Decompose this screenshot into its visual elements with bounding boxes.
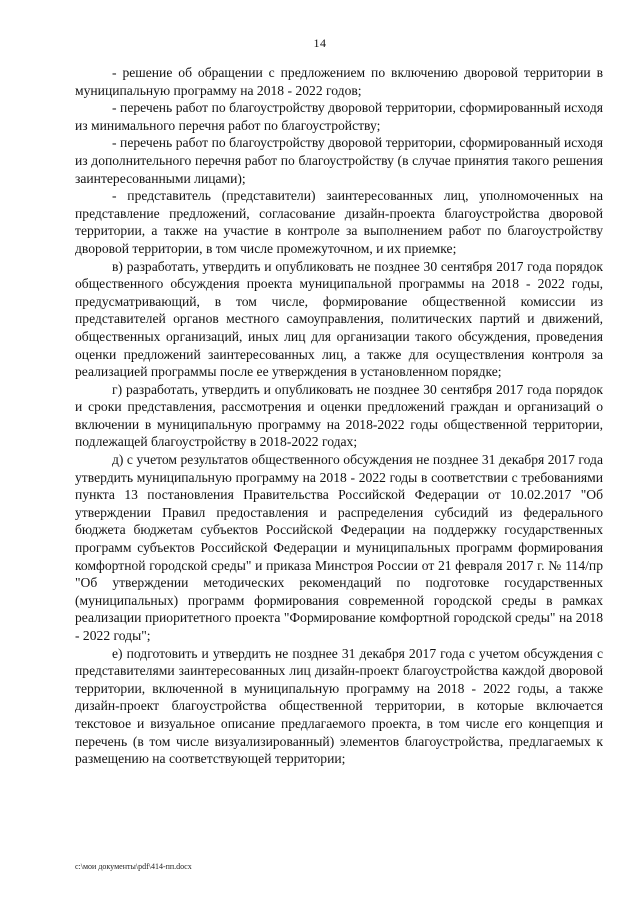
paragraph-5: в) разработать, утвердить и опубликовать не позднее 30 сентября 2017 года порядок общественного обсуждения проекта муниципальной программы на 2018 - 2022 годы, предусматривающий, в том числе, формирование общественной комиссии из представителей органов местного самоуправления, политических партий и движений, общественных организаций, иных лиц для организации такого обсуждения, проведения оценки предложений заинтересованных лиц, а также для осуществления контроля за реализацией программы после ее утверждения в установленном порядке;: [75, 258, 603, 380]
paragraph-1: - решение об обращении с предложением по включению дворовой территории в муниципальную программу на 2018 - 2022 годов;: [75, 65, 603, 98]
paragraph-8: е) подготовить и утвердить не позднее 31 декабря 2017 года с учетом обсуждения с представителями заинтересованных лиц дизайн-проект благоустройства каждой дворовой территории, включенной в муниципальную программу на 2018 - 2022 годы, а также дизайн-проект благоустройства общественной территории, в которые включается текстовое и визуальное описание предлагаемого проекта, в том числе его концепция и перечень (в том числе визуализированный) элементов благоустройства, предлагаемых к размещению на соответствующей территории;: [75, 645, 603, 767]
footer-file-path: c:\мои документы\pdf\414-пп.docx: [75, 862, 192, 871]
paragraph-3: - перечень работ по благоустройству дворовой территории, сформированный исходя из дополнительного перечня работ по благоустройству (в случае принятия такого решения заинтересованными лицами);: [75, 135, 603, 186]
paragraph-6: г) разработать, утвердить и опубликовать не позднее 30 сентября 2017 года порядок и сроки представления, рассмотрения и оценки предложений граждан и организаций о включении в муниципальную программу на 2018-2022 годы общественной территории, подлежащей благоустройству в 2018-2022 годах;: [75, 381, 603, 450]
page-number: 14: [313, 36, 327, 50]
document-body: [75, 64, 603, 768]
paragraph-2: - перечень работ по благоустройству дворовой территории, сформированный исходя из минимального перечня работ по благоустройству;: [75, 100, 603, 133]
paragraph-7: д) с учетом результатов общественного обсуждения не позднее 31 декабря 2017 года утвердить муниципальную программу на 2018 - 2022 годы в соответствии с требованиями пункта 13 постановления Правительства Российской Федерации от 10.02.2017 "Об утверждении Правил предоставления и распределения субсидий из федерального бюджета бюджетам субъектов Российской Федерации на поддержку государственных программ субъектов Российской Федерации и муниципальных программ формирования комфортной городской среды" и приказа Минстроя России от 21 февраля 2017 г. № 114/пр "Об утверждении методических рекомендаций по подготовке государственных (муниципальных) программ формирования современной городской среды в рамках реализации приоритетного проекта "Формирование комфортной городской среды" на 2018 - 2022 годы";: [75, 452, 603, 643]
paragraph-4: - представитель (представители) заинтересованных лиц, уполномоченных на представление предложений, согласование дизайн-проекта благоустройства дворовой территории, а также на участие в контроле за выполнением работ по благоустройству дворовой территории, в том числе промежуточном, и их приемке;: [75, 188, 603, 256]
